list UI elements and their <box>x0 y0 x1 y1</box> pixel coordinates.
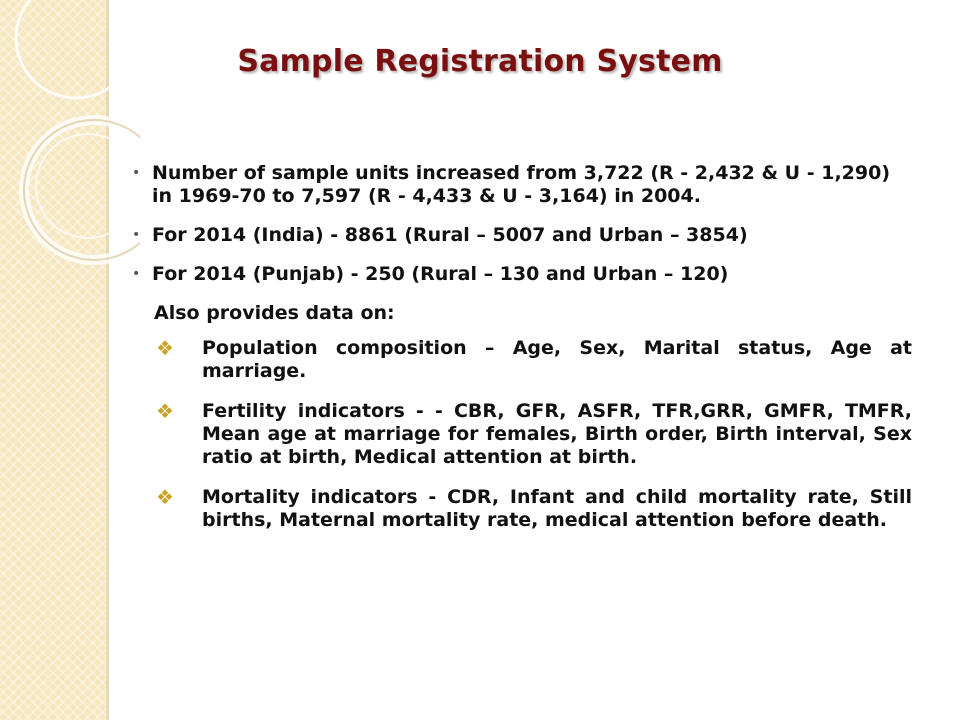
bullet-text: For 2014 (India) - 8861 (Rural – 5007 and Urban – 3854) <box>152 224 748 246</box>
bullet-item <box>132 224 912 247</box>
bullet-text: Number of sample units increased from 3,722 (R - 2,432 & U - 1,290) in 1969-70 to 7,597 (R - 4,433 & U - 3,164) in 2004. <box>152 162 891 207</box>
bullet-item <box>132 162 912 208</box>
slide-title: Sample Registration System <box>237 44 723 79</box>
sub-bullet-item <box>156 400 912 469</box>
sub-bullet-text: Mortality indicators - CDR, Infant and child mortality rate, Still births, Maternal mortality rate, medical attention before death. <box>202 486 912 531</box>
diamond-bullet-icon: ❖ <box>156 336 174 360</box>
sub-bullet-item <box>156 337 912 383</box>
diamond-bullet-icon: ❖ <box>156 399 174 423</box>
slide-content <box>132 162 912 549</box>
sub-heading: Also provides data on: <box>154 302 395 324</box>
bullet-item <box>132 263 912 286</box>
small-dot-icon: • <box>132 266 141 282</box>
sub-bullet-text: Fertility indicators - - CBR, GFR, ASFR, TFR,GRR, GMFR, TMFR, Mean age at marriage for females, Birth order, Birth interval, Sex ratio at birth, Medical attention at birth. <box>202 400 912 468</box>
sub-bullet-text: Population composition – Age, Sex, Marital status, Age at marriage. <box>202 337 912 382</box>
diamond-bullet-icon: ❖ <box>156 485 174 509</box>
sub-bullet-item <box>156 486 912 532</box>
bullet-text: For 2014 (Punjab) - 250 (Rural – 130 and Urban – 120) <box>152 263 729 285</box>
small-dot-icon: • <box>132 165 141 181</box>
small-dot-icon: • <box>132 227 141 243</box>
